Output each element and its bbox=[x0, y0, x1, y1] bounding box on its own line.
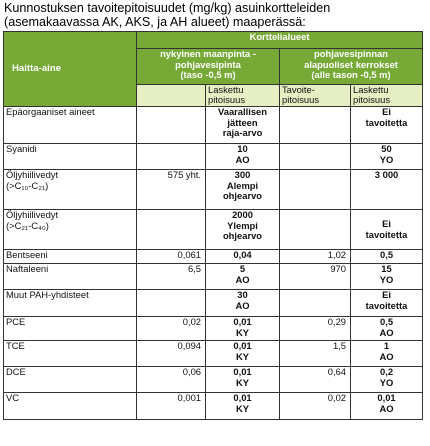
row-0-name-line-1: Epäorgaaniset aineet bbox=[6, 106, 95, 117]
row-4-name bbox=[4, 250, 137, 264]
row-6-tavoite-1-line-1: 30 bbox=[237, 289, 248, 300]
row-4-tavoite-1-line-1: 0,04 bbox=[233, 249, 252, 260]
row-1-tavoite-1-line-2: AO bbox=[235, 153, 250, 165]
row-8-tavoite-1-line-1: 0,01 bbox=[233, 340, 252, 351]
header-group1-line-1: nykyinen maanpinta - bbox=[160, 48, 256, 59]
table-row bbox=[4, 367, 423, 393]
sub-header-laskettu-2-line-2: pitoisuus bbox=[353, 94, 391, 106]
row-5-tavoite-1-line-1: 5 bbox=[239, 263, 246, 274]
row-7-tavoite-2-line-1: 0,5 bbox=[380, 316, 394, 327]
table-row bbox=[4, 341, 423, 367]
row-8-tavoite-2-line-1: 1 bbox=[383, 340, 390, 351]
row-6-name bbox=[4, 290, 137, 317]
row-3-name-line-2: (>C₂₁-C₄₀) bbox=[6, 219, 49, 231]
row-10-laskettu-1: 0,001 bbox=[137, 393, 206, 420]
row-3-laskettu-1 bbox=[137, 210, 206, 250]
row-3-name-line-1: Öljyhiilivedyt bbox=[6, 209, 59, 220]
row-2-name-line-2: (>C₁₀-C₂₁) bbox=[6, 179, 49, 191]
row-10-tavoite-2-line-2: AO bbox=[379, 402, 394, 414]
row-6-tavoite-2-line-1: Ei bbox=[382, 289, 391, 300]
sub-header-laskettu-1 bbox=[206, 85, 280, 107]
row-0-name bbox=[4, 107, 137, 144]
row-3-tavoite-1-line-1: 2000 bbox=[232, 209, 253, 220]
row-0-tavoite-1-line-3: raja-arvo bbox=[222, 127, 263, 139]
table-row bbox=[4, 210, 423, 250]
header-group2-line-1: pohjavesipinnan bbox=[314, 48, 389, 59]
row-0-laskettu-1 bbox=[137, 107, 206, 144]
row-8-tavoite-2 bbox=[351, 341, 423, 367]
row-1-tavoite-1-line-1: 10 bbox=[237, 143, 248, 154]
row-8-tavoite-1 bbox=[206, 341, 280, 367]
row-1-laskettu-2 bbox=[280, 144, 351, 170]
row-1-name bbox=[4, 144, 137, 170]
header-korttelialueet: Korttelialueet bbox=[137, 32, 423, 49]
row-6-tavoite-1 bbox=[206, 290, 280, 317]
row-1-tavoite-2-line-1: 50 bbox=[381, 143, 392, 154]
header-group-upper-layer bbox=[137, 49, 280, 85]
table-row bbox=[4, 393, 423, 420]
row-0-tavoite-2-line-2: tavoitetta bbox=[365, 116, 408, 128]
row-7-name-line-1: PCE bbox=[6, 316, 26, 327]
row-0-tavoite-2-line-1: Ei bbox=[382, 106, 391, 117]
row-3-tavoite-1-line-2: Ylempi bbox=[227, 219, 258, 231]
row-2-tavoite-2-line-1: 3 000 bbox=[374, 169, 399, 180]
row-10-name bbox=[4, 393, 137, 420]
row-4-tavoite-1 bbox=[206, 250, 280, 264]
row-2-laskettu-2 bbox=[280, 170, 351, 210]
sub-header-laskettu-1-line-1: Laskettu bbox=[208, 84, 244, 95]
row-5-tavoite-2-line-2: YO bbox=[379, 273, 394, 285]
row-3-name bbox=[4, 210, 137, 250]
row-10-tavoite-2 bbox=[351, 393, 423, 420]
row-8-tavoite-1-line-2: KY bbox=[235, 350, 250, 362]
row-6-laskettu-1 bbox=[137, 290, 206, 317]
sub-header-tavoite-1 bbox=[280, 85, 351, 107]
row-9-tavoite-1 bbox=[206, 367, 280, 393]
row-8-laskettu-1: 0,094 bbox=[137, 341, 206, 367]
row-9-tavoite-2-line-2: YO bbox=[379, 376, 394, 388]
row-9-tavoite-1-line-2: KY bbox=[235, 376, 250, 388]
sub-header-laskettu-2-line-1: Laskettu bbox=[353, 84, 389, 95]
row-2-tavoite-1-line-3: ohjearvo bbox=[222, 190, 263, 202]
row-3-tavoite-1-line-3: ohjearvo bbox=[222, 230, 263, 242]
row-7-tavoite-2-line-2: AO bbox=[379, 326, 394, 338]
row-1-name-line-1: Syanidi bbox=[6, 143, 37, 154]
title-line-2: (asemakaavassa AK, AKS, ja AH alueet) maaperässä: bbox=[4, 15, 306, 29]
row-8-laskettu-2: 1,5 bbox=[280, 341, 351, 367]
row-6-laskettu-2 bbox=[280, 290, 351, 317]
table-row bbox=[4, 264, 423, 290]
row-2-laskettu-1: 575 yht. bbox=[137, 170, 206, 210]
row-5-name-line-1: Naftaleeni bbox=[6, 263, 49, 274]
table-row bbox=[4, 107, 423, 144]
row-0-tavoite-1-line-1: Vaarallisen bbox=[218, 106, 267, 117]
table-row bbox=[4, 317, 423, 341]
row-4-tavoite-2 bbox=[351, 250, 423, 264]
sub-header-laskettu-1-line-2: pitoisuus bbox=[208, 94, 246, 106]
row-2-tavoite-1-line-2: Alempi bbox=[226, 179, 259, 191]
row-6-tavoite-2-line-2: tavoitetta bbox=[365, 299, 408, 311]
row-5-tavoite-1-line-2: AO bbox=[235, 273, 250, 285]
row-0-laskettu-2 bbox=[280, 107, 351, 144]
row-3-tavoite-2-line-2: tavoitetta bbox=[365, 228, 408, 240]
row-10-name-line-1: VC bbox=[6, 392, 20, 403]
row-2-tavoite-1 bbox=[206, 170, 280, 210]
row-5-tavoite-2 bbox=[351, 264, 423, 290]
row-10-tavoite-1 bbox=[206, 393, 280, 420]
row-1-tavoite-2 bbox=[351, 144, 423, 170]
row-0-tavoite-1 bbox=[206, 107, 280, 144]
row-10-laskettu-2: 0,02 bbox=[280, 393, 351, 420]
sub-header-laskettu-2 bbox=[351, 85, 423, 107]
target-concentration-table bbox=[3, 31, 423, 420]
row-9-tavoite-1-line-1: 0,01 bbox=[233, 366, 252, 377]
row-7-laskettu-1: 0,02 bbox=[137, 317, 206, 341]
row-3-tavoite-1 bbox=[206, 210, 280, 250]
row-7-laskettu-2: 0,29 bbox=[280, 317, 351, 341]
page-title bbox=[4, 1, 428, 29]
table-row bbox=[4, 144, 423, 170]
header-group1-line-2: pohjavesipinta bbox=[175, 58, 241, 70]
row-5-name bbox=[4, 264, 137, 290]
row-9-tavoite-2-line-1: 0,2 bbox=[380, 366, 394, 377]
row-10-tavoite-2-line-1: 0,01 bbox=[377, 392, 396, 403]
row-1-tavoite-2-line-2: YO bbox=[379, 153, 394, 165]
row-7-tavoite-2 bbox=[351, 317, 423, 341]
sub-header-tavoite-1-line-2: pitoisuus bbox=[282, 94, 320, 106]
row-3-tavoite-2 bbox=[351, 210, 423, 250]
header-group2-line-3: (alle tason -0,5 m) bbox=[311, 69, 391, 81]
row-8-name-line-1: TCE bbox=[6, 340, 25, 351]
table-row bbox=[4, 250, 423, 264]
row-2-tavoite-2 bbox=[351, 170, 423, 210]
header-group-lower-layer bbox=[280, 49, 423, 85]
row-3-tavoite-2-line-1: Ei bbox=[382, 217, 391, 229]
row-5-laskettu-2: 970 bbox=[280, 264, 351, 290]
row-9-laskettu-1: 0,06 bbox=[137, 367, 206, 393]
row-4-tavoite-2-line-1: 0,5 bbox=[380, 249, 394, 260]
row-7-tavoite-1-line-1: 0,01 bbox=[233, 316, 252, 327]
title-line-1: Kunnostuksen tavoitepitoisuudet (mg/kg) asuinkortteleiden bbox=[4, 1, 331, 15]
row-2-name bbox=[4, 170, 137, 210]
header-group2-line-2: alapuoliset kerrokset bbox=[304, 58, 398, 70]
table-row bbox=[4, 170, 423, 210]
row-10-tavoite-1-line-2: KY bbox=[235, 402, 250, 414]
row-0-tavoite-2 bbox=[351, 107, 423, 144]
row-3-laskettu-2 bbox=[280, 210, 351, 250]
row-0-tavoite-1-line-2: jätteen bbox=[227, 116, 258, 128]
sub-header-blank bbox=[137, 85, 206, 107]
sub-header-tavoite-1-line-1: Tavoite- bbox=[282, 84, 315, 95]
row-7-tavoite-1-line-2: KY bbox=[235, 326, 250, 338]
row-5-laskettu-1: 6,5 bbox=[137, 264, 206, 290]
row-9-name-line-1: DCE bbox=[6, 366, 26, 377]
row-1-tavoite-1 bbox=[206, 144, 280, 170]
row-9-tavoite-2 bbox=[351, 367, 423, 393]
row-4-laskettu-1: 0,061 bbox=[137, 250, 206, 264]
row-10-tavoite-1-line-1: 0,01 bbox=[233, 392, 252, 403]
row-1-laskettu-1 bbox=[137, 144, 206, 170]
row-7-name bbox=[4, 317, 137, 341]
row-6-tavoite-2 bbox=[351, 290, 423, 317]
row-6-tavoite-1-line-2: AO bbox=[235, 299, 250, 311]
row-6-name-line-1: Muut PAH-yhdisteet bbox=[6, 289, 89, 300]
row-4-laskettu-2: 1,02 bbox=[280, 250, 351, 264]
row-8-name bbox=[4, 341, 137, 367]
row-7-tavoite-1 bbox=[206, 317, 280, 341]
row-5-tavoite-2-line-1: 15 bbox=[381, 263, 392, 274]
header-haitta-aine: Haitta-aine bbox=[4, 32, 137, 107]
row-2-tavoite-1-line-1: 300 bbox=[234, 169, 251, 180]
row-8-tavoite-2-line-2: AO bbox=[379, 350, 394, 362]
row-5-tavoite-1 bbox=[206, 264, 280, 290]
row-9-name bbox=[4, 367, 137, 393]
row-2-name-line-1: Öljyhiilivedyt bbox=[6, 169, 59, 180]
table-row bbox=[4, 290, 423, 317]
row-9-laskettu-2: 0,64 bbox=[280, 367, 351, 393]
header-group1-line-3: (taso -0,5 m) bbox=[180, 69, 236, 81]
row-4-name-line-1: Bentseeni bbox=[6, 249, 48, 260]
